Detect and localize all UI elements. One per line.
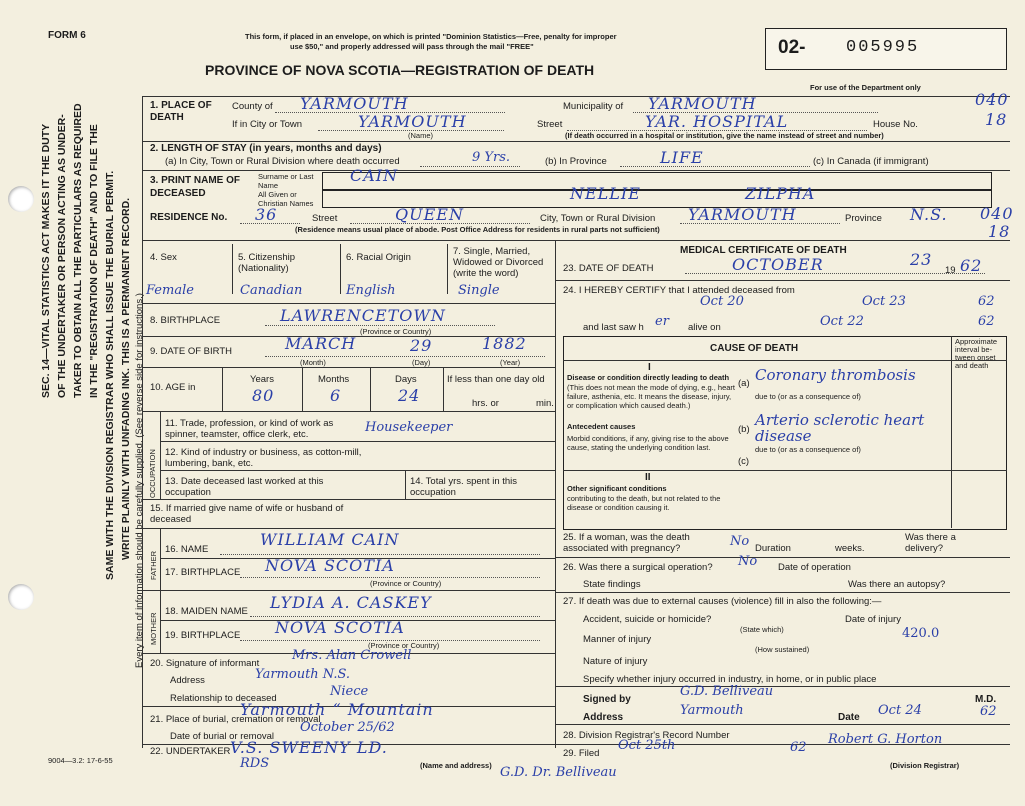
label-place-of-death: 1. PLACE OF DEATH	[150, 100, 212, 123]
value-trade: Housekeeper	[365, 420, 453, 435]
value-signed: G.D. Belliveau	[680, 684, 774, 699]
label-informant: 20. Signature of informant	[150, 658, 260, 669]
value-given-1: NELLIE	[570, 184, 641, 203]
label-occupation: OCCUPATION	[148, 449, 157, 498]
value-given-2: ZILPHA	[745, 184, 816, 203]
label-a: (a)	[738, 378, 750, 389]
value-dob-month: MARCH	[285, 334, 357, 353]
sidebar-line-1: SEC. 14—VITAL STATISTICS ACT MAKES IT THE DUTY	[40, 123, 52, 398]
label-prov-country-1: (Province or Country)	[360, 327, 432, 336]
value-birthplace: LAWRENCETOWN	[280, 306, 446, 325]
label-specify: Specify whether injury occurred in industry, in home, or in public place	[583, 674, 877, 685]
value-attend-year: 62	[978, 294, 995, 309]
value-filed: Oct 25th	[618, 738, 676, 753]
label-date-death: 23. DATE OF DEATH	[563, 263, 654, 274]
value-burial-date: October 25/62	[300, 720, 395, 735]
label-roman-1: I	[648, 362, 651, 373]
value-last-saw: er	[655, 314, 669, 329]
value-citizenship: Canadian	[240, 283, 303, 298]
value-racial: English	[346, 283, 396, 298]
label-delivery: Was there a delivery?	[905, 532, 956, 554]
sidebar-line-7: Every item of information should be carefully supplied. (See reverse side for instructions.)	[134, 293, 145, 668]
sidebar-line-5: SAME WITH THE DIVISION REGISTRAR WHO SHALL ISSUE THE BURIAL PERMIT.	[104, 170, 116, 580]
label-surgical: 26. Was there a surgical operation?	[563, 562, 713, 573]
label-antecedent-note: Morbid conditions, if any, giving rise to the above cause, stating the underlying condition last.	[567, 434, 729, 452]
value-dob-day: 29	[410, 336, 433, 355]
value-father-birth: NOVA SCOTIA	[265, 556, 395, 575]
value-sig-year: 62	[980, 704, 997, 719]
label-prov-country-3: (Province or Country)	[368, 641, 440, 650]
label-address: Address	[170, 675, 205, 686]
punch-hole-top	[8, 186, 34, 212]
form-number: FORM 6	[48, 30, 86, 41]
value-stay-a: 9 Yrs.	[472, 150, 511, 165]
value-relationship: Niece	[330, 684, 369, 699]
mail-note-2: use $50," and properly addressed will pass through the mail "FREE"	[290, 42, 534, 51]
label-due-to-1: due to (or as a consequence of)	[755, 392, 861, 401]
label-date-last: 13. Date deceased last worked at this occupation	[165, 476, 324, 498]
value-sex: Female	[146, 283, 194, 298]
label-alive-on: alive on	[688, 322, 721, 333]
label-undertaker: 22. UNDERTAKER	[150, 746, 231, 757]
signature-bottom: G.D. Dr. Belliveau	[500, 765, 617, 780]
label-print-name: 3. PRINT NAME OF DECEASED	[150, 175, 241, 199]
value-cause-a: Coronary thrombosis	[755, 366, 916, 384]
label-trade: 11. Trade, profession, or kind of work as spinner, teamster, office clerk, etc.	[165, 418, 334, 440]
label-autopsy: Was there an autopsy?	[848, 579, 946, 590]
label-state-findings: State findings	[583, 579, 641, 590]
label-mother-birth: 19. BIRTHPLACE	[165, 630, 241, 641]
value-father-name: WILLIAM CAIN	[260, 530, 400, 549]
label-last-saw: and last saw h	[583, 322, 644, 333]
value-age-days: 24	[398, 386, 421, 405]
value-undertaker-2: RDS	[240, 756, 270, 771]
label-div-reg: (Division Registrar)	[890, 761, 960, 770]
value-sig-address: Yarmouth	[680, 703, 744, 718]
label-day: (Day)	[412, 358, 431, 367]
label-pregnancy: 25. If a woman, was the death associated with pregnancy?	[563, 532, 690, 554]
label-approx: Approximate interval be-tween onset and death	[955, 337, 998, 370]
value-city: YARMOUTH	[358, 112, 467, 131]
value-surname: CAIN	[350, 166, 399, 185]
code-d: 18	[988, 222, 1011, 241]
label-relationship: Relationship to deceased	[170, 693, 277, 704]
label-mother-maiden: 18. MAIDEN NAME	[165, 606, 248, 617]
value-death-year: 62	[960, 256, 983, 275]
value-county: YARMOUTH	[300, 94, 409, 113]
label-street: Street	[537, 119, 563, 130]
value-inf-address: Yarmouth N.S.	[255, 667, 351, 682]
value-attend-to: Oct 23	[862, 294, 906, 309]
label-duration: Duration	[755, 543, 791, 554]
value-sig-date: Oct 24	[878, 703, 922, 718]
label-due-to-2: due to (or as a consequence of)	[755, 445, 861, 454]
label-year: (Year)	[500, 358, 521, 367]
registration-box	[765, 28, 1007, 70]
label-disease-note: (This does not mean the mode of dying, e.g., heart failure, asthenia, etc. It means the disease, injury, or complication which caused death.)	[567, 383, 736, 410]
value-mother-maiden: LYDIA A. CASKEY	[270, 593, 432, 612]
value-age-months: 6	[330, 386, 342, 405]
value-registrar: Robert G. Horton	[828, 732, 943, 747]
label-19-death: 19	[945, 265, 956, 276]
label-weeks: weeks.	[835, 543, 865, 554]
label-house-no: House No.	[873, 119, 918, 130]
value-res-street: QUEEN	[395, 205, 464, 224]
label-res-province: Province	[845, 213, 882, 224]
label-married: 15. If married give name of wife or husband of deceased	[150, 503, 344, 525]
label-date: Date	[838, 712, 860, 723]
value-alive-on: Oct 22	[820, 314, 864, 329]
sidebar-line-4: IN THE "REGISTRATION OF DEATH" AND TO FILE THE	[88, 124, 100, 398]
label-md: M.D.	[975, 694, 997, 705]
reg-prefix: 02-	[778, 37, 806, 58]
label-address-2: Address	[583, 712, 624, 723]
code-c: 040	[980, 204, 1014, 223]
value-res-no: 36	[255, 205, 278, 224]
label-total-yrs: 14. Total yrs. spent in this occupation	[410, 476, 518, 498]
value-manner-code: 420.0	[902, 626, 940, 641]
label-mother: MOTHER	[149, 612, 158, 645]
label-how: (How sustained)	[755, 645, 810, 654]
label-burial: 21. Place of burial, cremation or removal	[150, 714, 321, 725]
value-municipality: YARMOUTH	[648, 94, 757, 113]
label-external: 27. If death was due to external causes (violence) fill in also the following:—	[563, 596, 882, 607]
label-name-address: (Name and address)	[420, 761, 492, 770]
label-roman-2: II	[645, 472, 651, 483]
label-c: (c)	[738, 456, 750, 467]
value-marital: Single	[458, 283, 500, 298]
punch-hole-bottom	[8, 584, 34, 610]
value-attend-from: Oct 20	[700, 294, 744, 309]
value-street: YAR. HOSPITAL	[645, 112, 789, 131]
value-dob-year: 1882	[482, 334, 527, 353]
label-disease: Disease or condition directly leading to death	[567, 373, 730, 382]
label-birthplace: 8. BIRTHPLACE	[150, 315, 221, 326]
label-month: (Month)	[300, 358, 326, 367]
hospital-note: (If death occurred in a hospital or institution, give the name instead of street and number)	[565, 131, 884, 140]
dept-use-note: For use of the Department only	[810, 83, 921, 92]
reg-number: 005995	[846, 38, 920, 57]
label-stay-c: (c) In Canada (if immigrant)	[813, 156, 929, 167]
value-filed-year: 62	[790, 740, 807, 755]
label-father: FATHER	[149, 550, 158, 580]
label-manner: Manner of injury	[583, 634, 652, 645]
label-sex: 4. Sex	[150, 252, 177, 263]
label-given: All Given or Christian Names	[258, 190, 314, 208]
label-age: 10. AGE in	[150, 382, 196, 393]
value-burial: Yarmouth “ Mountain	[240, 700, 434, 719]
label-min: min.	[536, 398, 554, 409]
value-death-day: 23	[910, 250, 933, 269]
label-days: Days	[395, 374, 417, 385]
label-residence: RESIDENCE No.	[150, 212, 228, 223]
label-stay-a: (a) In City, Town or Rural Division where death occurred	[165, 156, 400, 167]
sidebar-line-3: TAKER TO OBTAIN ALL THE PARTICULARS AS REQUIRED	[72, 103, 84, 398]
label-cause: CAUSE OF DEATH	[710, 343, 799, 354]
label-prov-country-2: (Province or Country)	[370, 579, 442, 588]
label-father-birth: 17. BIRTHPLACE	[165, 567, 241, 578]
code-a: 040	[975, 90, 1009, 109]
value-age-years: 80	[252, 386, 275, 405]
mail-note-1: This form, if placed in an envelope, on which is printed "Dominion Statistics—Free, penalty for improper	[245, 32, 617, 41]
value-death-month: OCTOBER	[732, 255, 824, 274]
value-stay-b: LIFE	[660, 148, 704, 167]
value-informant: Mrs. Alan Crowell	[292, 648, 412, 663]
label-length-of-stay: 2. LENGTH OF STAY (in years, months and days)	[150, 143, 382, 154]
label-racial: 6. Racial Origin	[346, 252, 411, 263]
label-reg-record: 28. Division Registrar's Record Number	[563, 730, 730, 741]
form-title: PROVINCE OF NOVA SCOTIA—REGISTRATION OF DEATH	[205, 62, 595, 78]
value-mother-birth: NOVA SCOTIA	[275, 618, 405, 637]
label-municipality: Municipality of	[563, 101, 624, 112]
value-surgical: No	[738, 554, 758, 569]
label-marital: 7. Single, Married, Widowed or Divorced (write the word)	[453, 246, 544, 279]
label-certify: 24. I HEREBY CERTIFY that I attended deceased from	[563, 285, 795, 296]
label-other: Other significant conditions	[567, 484, 667, 493]
label-dob: 9. DATE OF BIRTH	[150, 346, 232, 357]
label-antecedent: Antecedent causes	[567, 422, 636, 431]
value-res-city: YARMOUTH	[688, 205, 797, 224]
label-other-note: contributing to the death, but not related to the disease or condition causing it.	[567, 494, 721, 512]
label-nature: Nature of injury	[583, 656, 648, 667]
label-filed: 29. Filed	[563, 748, 600, 759]
label-medical: MEDICAL CERTIFICATE OF DEATH	[680, 245, 847, 256]
label-stay-b: (b) In Province	[545, 156, 607, 167]
label-res-city: City, Town or Rural Division	[540, 213, 656, 224]
label-date-op: Date of operation	[778, 562, 851, 573]
label-months: Months	[318, 374, 350, 385]
footer-code: 9004—3.2: 17-6-55	[48, 756, 113, 765]
label-citizenship: 5. Citizenship (Nationality)	[238, 252, 296, 274]
label-city-town: If in City or Town	[232, 119, 303, 130]
label-name-sub: (Name)	[408, 131, 434, 140]
value-pregnancy: No	[730, 534, 750, 549]
label-signed: Signed by	[583, 694, 631, 705]
label-date-injury: Date of injury	[845, 614, 901, 625]
label-surname: Surname or Last Name	[258, 172, 314, 190]
label-accident: Accident, suicide or homicide?	[583, 614, 712, 625]
sidebar-line-6: WRITE PLAINLY WITH UNFADING INK. THIS IS A PERMANENT RECORD.	[120, 197, 132, 560]
value-undertaker: V.S. SWEENY LD.	[230, 738, 388, 757]
label-state-which: (State which)	[740, 625, 784, 634]
label-res-street: Street	[312, 213, 338, 224]
value-alive-year: 62	[978, 314, 995, 329]
label-lt-day: If less than one day old	[447, 374, 545, 385]
code-b: 18	[985, 110, 1008, 129]
label-industry: 12. Kind of industry or business, as cotton-mill, lumbering, bank, etc.	[165, 447, 362, 469]
label-county: County of	[232, 101, 273, 112]
value-res-prov: N.S.	[910, 205, 948, 224]
label-b: (b)	[738, 424, 750, 435]
sidebar-line-2: OF THE UNDERTAKER OR PERSON ACTING AS UNDER-	[56, 114, 68, 398]
label-years: Years	[250, 374, 274, 385]
residence-note: (Residence means usual place of abode. Post Office Address for residents in rural parts not sufficient)	[295, 225, 660, 234]
label-burial-date: Date of burial or removal	[170, 731, 275, 742]
label-hrs: hrs. or	[472, 398, 499, 409]
label-father-name: 16. NAME	[165, 544, 209, 555]
value-cause-b: Arterio sclerotic heart disease	[755, 411, 925, 445]
